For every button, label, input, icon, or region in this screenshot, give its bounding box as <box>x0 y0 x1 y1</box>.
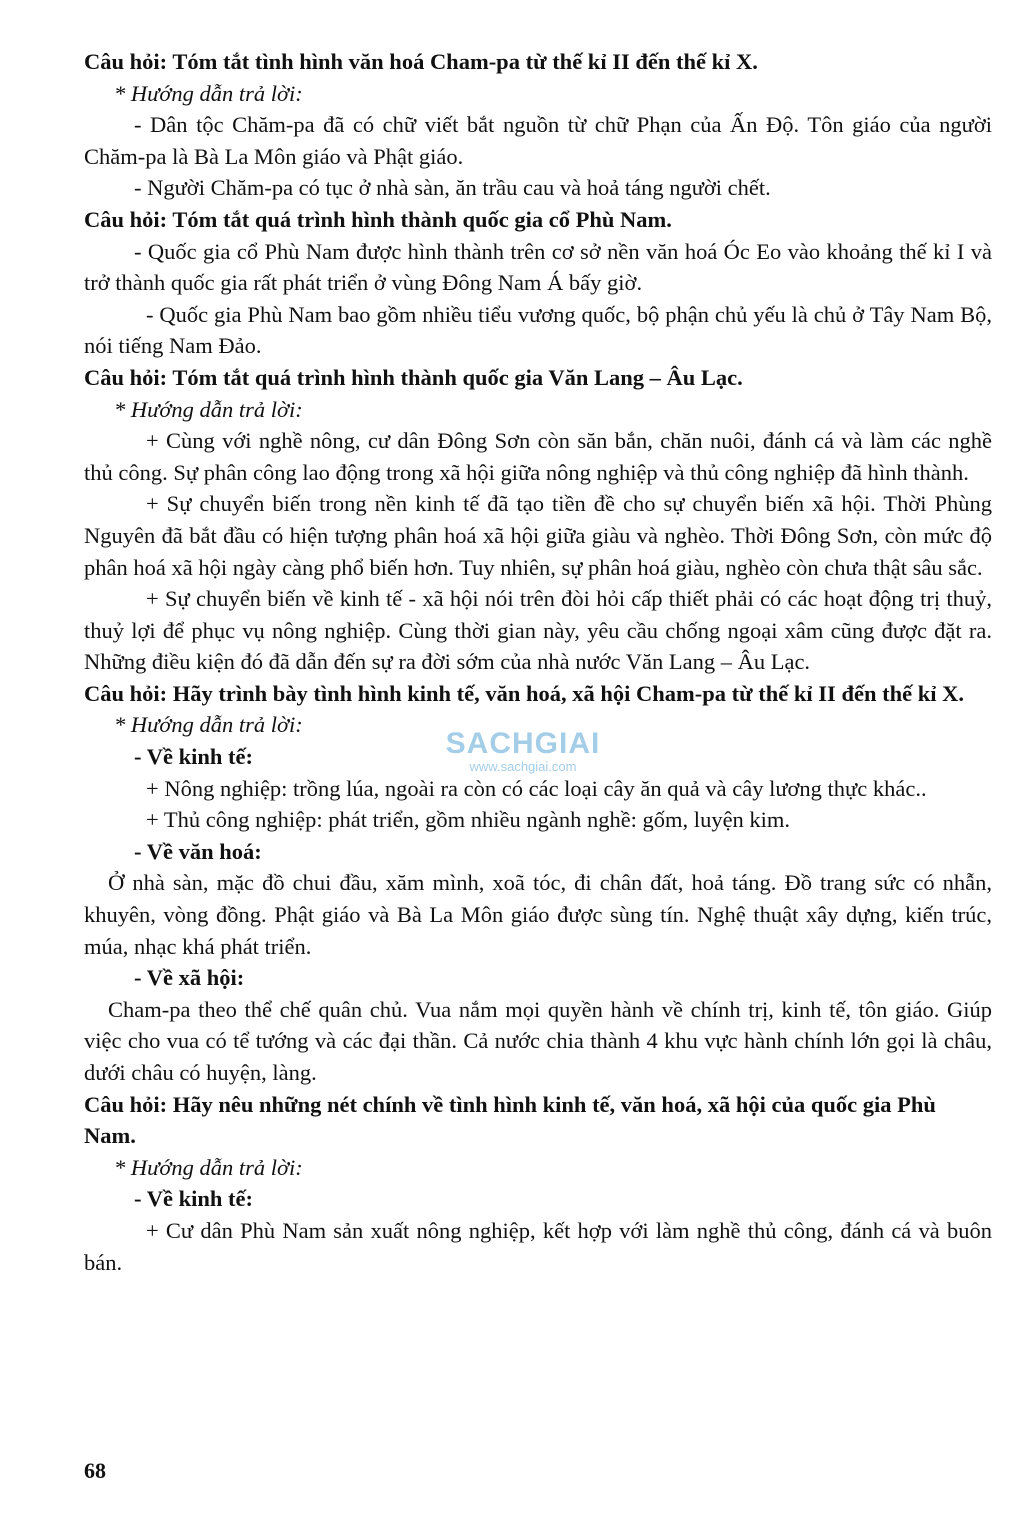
section-heading-economy: - Về kinh tế: <box>134 1186 253 1212</box>
watermark-url: www.sachgiai.com <box>469 759 577 774</box>
question-title: Câu hỏi: Hãy trình bày tình hình kinh tế, văn hoá, xã hội Cham-pa từ thế kỉ II đến thế kỉ X. <box>84 680 964 706</box>
answer-paragraph: + Sự chuyển biến về kinh tế - xã hội nói trên đòi hỏi cấp thiết phải có các hoạt động trị thuỷ, thuỷ lợi để phục vụ nông nghiệp. Cùng thời gian này, yêu cầu chống ngoại xâm cũng được đặt ra. Những điều kiện đó đã dẫn đến sự ra đời sớm của nhà nước Văn Lang – Âu Lạc. <box>84 586 992 675</box>
answer-paragraph: Cham-pa theo thể chế quân chủ. Vua nắm mọi quyền hành về chính trị, kinh tế, tôn giáo. Giúp việc cho vua có tể tướng và các đại thần. Cả nước chia thành 4 khu vực hành chính lớn gọi là châu, dưới châu có huyện, làng. <box>84 996 992 1085</box>
answer-paragraph: + Cùng với nghề nông, cư dân Đông Sơn còn săn bắn, chăn nuôi, đánh cá và làm các nghề thủ công. Sự phân công lao động trong xã hội giữa nông nghiệp và thủ công nghiệp đã hình thành. <box>84 428 992 485</box>
question-title: Câu hỏi: Hãy nêu những nét chính về tình hình kinh tế, văn hoá, xã hội của quốc gia Phù Nam. <box>84 1091 936 1149</box>
answer-paragraph: + Nông nghiệp: trồng lúa, ngoài ra còn có các loại cây ăn quả và cây lương thực khác.. <box>146 775 927 801</box>
page-number: 68 <box>84 1458 106 1483</box>
answer-guide-label: * Hướng dẫn trả lời: <box>114 712 303 738</box>
section-heading-culture: - Về văn hoá: <box>134 838 262 864</box>
answer-paragraph: + Sự chuyển biến trong nền kinh tế đã tạo tiền đề cho sự chuyển biến xã hội. Thời Phùng Nguyên đã bắt đầu có hiện tượng phân hoá xã hội giữa giàu và nghèo. Thời Đông Sơn, còn mức độ phân hoá xã hội ngày càng phổ biến hơn. Tuy nhiên, sự phân hoá giàu, nghèo còn chưa thật sâu sắc. <box>84 491 992 580</box>
document-page <box>84 46 992 1278</box>
answer-guide-label: * Hướng dẫn trả lời: <box>114 1154 303 1180</box>
answer-paragraph: - Quốc gia Phù Nam bao gồm nhiều tiểu vương quốc, bộ phận chủ yếu là chủ ở Tây Nam Bộ, nói tiếng Nam Đảo. <box>84 301 992 359</box>
question-title: Câu hỏi: Tóm tắt quá trình hình thành quốc gia cổ Phù Nam. <box>84 206 672 232</box>
answer-paragraph: + Thủ công nghiệp: phát triển, gồm nhiều ngành nghề: gốm, luyện kim. <box>146 807 791 833</box>
answer-guide-label: * Hướng dẫn trả lời: <box>114 80 303 106</box>
answer-paragraph: - Dân tộc Chăm-pa đã có chữ viết bắt nguồn từ chữ Phạn của Ấn Độ. Tôn giáo của người Chăm-pa là Bà La Môn giáo và Phật giáo. <box>84 112 992 169</box>
answer-paragraph: - Quốc gia cổ Phù Nam được hình thành trên cơ sở nền văn hoá Óc Eo vào khoảng thế kỉ I và trở thành quốc gia rất phát triển ở vùng Đông Nam Á bấy giờ. <box>84 238 992 296</box>
section-heading-society: - Về xã hội: <box>134 965 245 991</box>
question-title: Câu hỏi: Tóm tắt tình hình văn hoá Cham-pa từ thế kỉ II đến thế kỉ X. <box>84 49 758 74</box>
answer-paragraph: + Cư dân Phù Nam sản xuất nông nghiệp, kết hợp với làm nghề thủ công, đánh cá và buôn bán. <box>84 1217 992 1275</box>
answer-paragraph: - Người Chăm-pa có tục ở nhà sàn, ăn trầu cau và hoả táng người chết. <box>134 175 771 201</box>
section-heading-economy: - Về kinh tế: <box>134 744 253 770</box>
watermark-brand: SACHGIAI <box>445 727 601 760</box>
question-title: Câu hỏi: Tóm tắt quá trình hình thành quốc gia Văn Lang – Âu Lạc. <box>84 364 743 390</box>
answer-guide-label: * Hướng dẫn trả lời: <box>114 396 303 422</box>
answer-paragraph: Ở nhà sàn, mặc đồ chui đầu, xăm mình, xoã tóc, đi chân đất, hoả táng. Đồ trang sức có nhẫn, khuyên, vòng đồng. Phật giáo và Bà La Môn giáo được sùng tín. Nghệ thuật xây dựng, kiến trúc, múa, nhạc khá phát triển. <box>84 870 992 959</box>
